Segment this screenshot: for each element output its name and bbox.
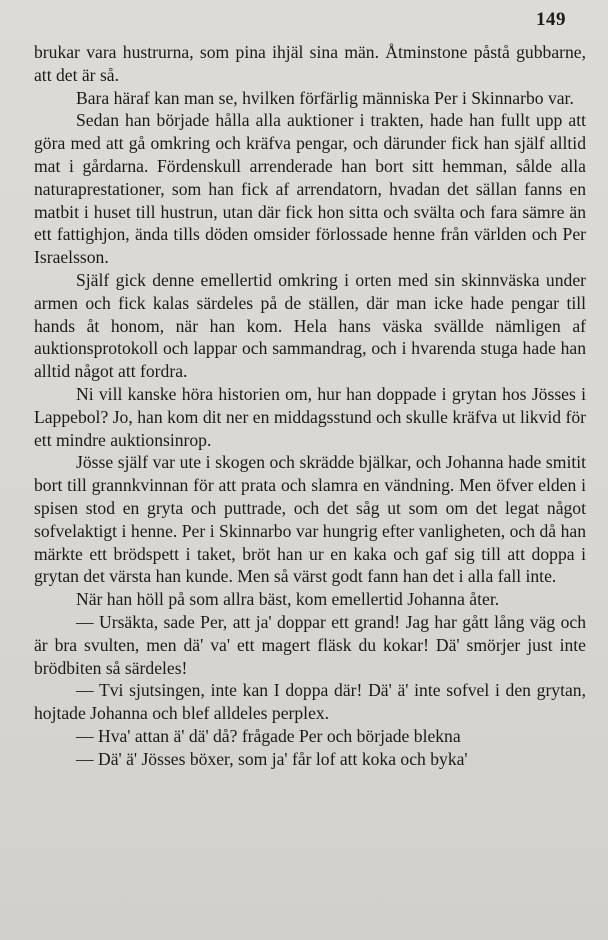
paragraph-9: — Tvi sjutsingen, inte kan I doppa där! Dä' ä' inte sofvel i den grytan, hojtade Johanna och blef alldeles perplex. — [34, 680, 586, 724]
paragraph-11: — Dä' ä' Jösses böxer, som ja' får lof att koka och byka' — [76, 748, 468, 769]
paragraph-4: Själf gick denne emellertid omkring i orten med sin skinnväska under armen och fick kalas särdeles på de ställen, där man icke hade pengar till hands åt honom, när han kom. Hela hans väska svällde nämligen af auktionsprotokoll och lappar och sammandrag, och i hvarenda stuga hade han alltid något att fordra. — [34, 269, 586, 382]
paragraph-1: brukar vara hustrurna, som pina ihjäl sina män. Åtminstone påstå gubbarne, att det är så. — [34, 42, 586, 85]
paragraph-6: Jösse själf var ute i skogen och skrädde bjälkar, och Johanna hade smitit bort till grannkvinnan för att prata och slamra en vändning. Men öfver elden i spisen stod en gryta och puttrade, och det såg ut som om det legat något sofvelaktigt i henne. Per i Skinnarbo var hungrig efter vanligheten, och då han märkte ett brödspett i taket, bröt han ur en kaka och gaf sig till att doppa i grytan det värsta han kunde. Men så värst godt fann han det i alla fall inte. — [34, 452, 586, 587]
page-body-text — [34, 41, 586, 771]
paragraph-10: — Hva' attan ä' dä' då? frågade Per och började blekna — [76, 725, 461, 746]
paragraph-2: Bara häraf kan man se, hvilken förfärlig människa Per i Skinnarbo var. — [76, 87, 574, 108]
page-number: 149 — [536, 9, 566, 30]
paragraph-3: Sedan han började hålla alla auktioner i trakten, hade han fullt upp att göra med att gå omkring och kräfva pengar, och därunder fick han själf alltid mat i gårdarna. Fördenskull arrenderade han bort sitt hemman, sålde alla naturaprestationer, som han fick af arrendatorn, hvadan det sällan fanns en matbit i huset till hustrun, utan där fick hon sitta och svälta och fara sämre än ett fattighjon, ända tills döden omsider förlossade henne från världen och Per Israelsson. — [34, 110, 586, 268]
paragraph-5: Ni vill kanske höra historien om, hur han doppade i grytan hos Jösses i Lappebol? Jo, han kom dit ner en middagsstund och skulle kräfva ut likvid för ett mindre auktionsinrop. — [34, 383, 586, 450]
paragraph-7: När han höll på som allra bäst, kom emellertid Johanna åter. — [76, 589, 500, 610]
paragraph-8: — Ursäkta, sade Per, att ja' doppar ett grand! Jag har gått lång väg och är bra svulten, men dä' va' ett magert fläsk du kokar! Dä' smörjer just inte brödbiten så särdeles! — [34, 611, 586, 678]
